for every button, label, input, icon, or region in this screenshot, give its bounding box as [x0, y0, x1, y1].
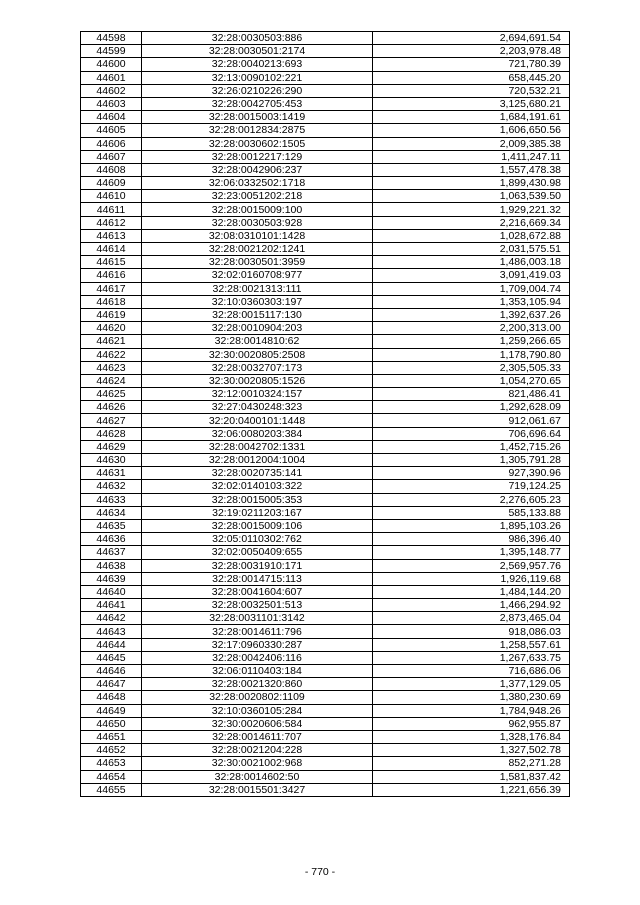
row-number-cell: 44653	[81, 757, 142, 770]
table-row	[81, 625, 570, 638]
table-row	[81, 256, 570, 269]
value-cell: 1,063,539.50	[373, 190, 570, 203]
row-number-cell: 44650	[81, 717, 142, 730]
row-number-cell: 44616	[81, 269, 142, 282]
row-number-cell: 44634	[81, 506, 142, 519]
cadastral-number-cell: 32:28:0014611:796	[142, 625, 373, 638]
row-number-cell: 44641	[81, 599, 142, 612]
table-row	[81, 704, 570, 717]
value-cell: 1,380,230.69	[373, 691, 570, 704]
table-row	[81, 32, 570, 45]
value-cell: 1,392,637.26	[373, 308, 570, 321]
value-cell: 1,305,791.28	[373, 454, 570, 467]
row-number-cell: 44632	[81, 480, 142, 493]
cadastral-number-cell: 32:28:0042702:1331	[142, 440, 373, 453]
row-number-cell: 44603	[81, 97, 142, 110]
row-number-cell: 44631	[81, 467, 142, 480]
page-number: - 770 -	[304, 866, 336, 878]
row-number-cell: 44615	[81, 256, 142, 269]
value-cell: 1,926,119.68	[373, 572, 570, 585]
value-cell: 716,686.06	[373, 665, 570, 678]
table-row	[81, 401, 570, 414]
row-number-cell: 44646	[81, 665, 142, 678]
row-number-cell: 44618	[81, 295, 142, 308]
value-cell: 2,009,385.38	[373, 137, 570, 150]
value-cell: 2,216,669.34	[373, 216, 570, 229]
row-number-cell: 44648	[81, 691, 142, 704]
cadastral-number-cell: 32:28:0021202:1241	[142, 243, 373, 256]
cadastral-number-cell: 32:02:0050409:655	[142, 546, 373, 559]
table-row	[81, 111, 570, 124]
table-row	[81, 45, 570, 58]
cadastral-number-cell: 32:26:0210226:290	[142, 84, 373, 97]
value-cell: 1,267,633.75	[373, 651, 570, 664]
cadastral-value-table	[80, 31, 570, 797]
cadastral-number-cell: 32:28:0012834:2875	[142, 124, 373, 137]
value-cell: 1,899,430.98	[373, 177, 570, 190]
cadastral-number-cell: 32:28:0032707:173	[142, 361, 373, 374]
cadastral-number-cell: 32:28:0012217:129	[142, 150, 373, 163]
table-row	[81, 177, 570, 190]
row-number-cell: 44649	[81, 704, 142, 717]
cadastral-number-cell: 32:28:0021204:228	[142, 744, 373, 757]
cadastral-number-cell: 32:28:0041604:607	[142, 585, 373, 598]
value-cell: 1,395,148.77	[373, 546, 570, 559]
value-cell: 658,445.20	[373, 71, 570, 84]
cadastral-number-cell: 32:30:0020805:2508	[142, 348, 373, 361]
row-number-cell: 44614	[81, 243, 142, 256]
cadastral-number-cell: 32:28:0014715:113	[142, 572, 373, 585]
table-row	[81, 150, 570, 163]
cadastral-number-cell: 32:28:0020802:1109	[142, 691, 373, 704]
value-cell: 1,581,837.42	[373, 770, 570, 783]
table-row	[81, 454, 570, 467]
cadastral-number-cell: 32:28:0031910:171	[142, 559, 373, 572]
cadastral-number-cell: 32:27:0430248:323	[142, 401, 373, 414]
table-row	[81, 757, 570, 770]
value-cell: 1,411,247.11	[373, 150, 570, 163]
value-cell: 1,784,948.26	[373, 704, 570, 717]
row-number-cell: 44625	[81, 388, 142, 401]
value-cell: 1,709,004.74	[373, 282, 570, 295]
value-cell: 2,569,957.76	[373, 559, 570, 572]
cadastral-number-cell: 32:12:0010324:157	[142, 388, 373, 401]
table-row	[81, 572, 570, 585]
cadastral-number-cell: 32:06:0332502:1718	[142, 177, 373, 190]
table-row	[81, 190, 570, 203]
row-number-cell: 44654	[81, 770, 142, 783]
cadastral-number-cell: 32:10:0360105:284	[142, 704, 373, 717]
value-cell: 3,091,419.03	[373, 269, 570, 282]
cadastral-number-cell: 32:05:0110302:762	[142, 533, 373, 546]
value-cell: 719,124.25	[373, 480, 570, 493]
table-row	[81, 585, 570, 598]
row-number-cell: 44638	[81, 559, 142, 572]
table-row	[81, 599, 570, 612]
value-cell: 720,532.21	[373, 84, 570, 97]
table-row	[81, 546, 570, 559]
value-cell: 1,557,478.38	[373, 163, 570, 176]
table-row	[81, 137, 570, 150]
cadastral-number-cell: 32:28:0010904:203	[142, 322, 373, 335]
value-cell: 821,486.41	[373, 388, 570, 401]
value-cell: 1,486,003.18	[373, 256, 570, 269]
table-row	[81, 84, 570, 97]
table-row	[81, 533, 570, 546]
table-row	[81, 559, 570, 572]
table-row	[81, 480, 570, 493]
table-row	[81, 427, 570, 440]
row-number-cell: 44607	[81, 150, 142, 163]
cadastral-number-cell: 32:10:0360303:197	[142, 295, 373, 308]
value-cell: 2,305,505.33	[373, 361, 570, 374]
cadastral-number-cell: 32:28:0030503:928	[142, 216, 373, 229]
table-row	[81, 493, 570, 506]
cadastral-number-cell: 32:28:0015005:353	[142, 493, 373, 506]
row-number-cell: 44605	[81, 124, 142, 137]
row-number-cell: 44635	[81, 519, 142, 532]
table-row	[81, 243, 570, 256]
value-cell: 585,133.88	[373, 506, 570, 519]
row-number-cell: 44642	[81, 612, 142, 625]
value-cell: 1,178,790.80	[373, 348, 570, 361]
value-cell: 1,028,672.88	[373, 229, 570, 242]
value-cell: 2,200,313.00	[373, 322, 570, 335]
table-row	[81, 651, 570, 664]
table-row	[81, 414, 570, 427]
cadastral-number-cell: 32:28:0021313:111	[142, 282, 373, 295]
value-cell: 1,452,715.26	[373, 440, 570, 453]
row-number-cell: 44639	[81, 572, 142, 585]
row-number-cell: 44629	[81, 440, 142, 453]
cadastral-number-cell: 32:28:0015501:3427	[142, 783, 373, 796]
table-row	[81, 163, 570, 176]
value-cell: 962,955.87	[373, 717, 570, 730]
row-number-cell: 44643	[81, 625, 142, 638]
table-row	[81, 335, 570, 348]
cadastral-number-cell: 32:28:0014611:707	[142, 730, 373, 743]
row-number-cell: 44609	[81, 177, 142, 190]
table-row	[81, 506, 570, 519]
value-cell: 1,353,105.94	[373, 295, 570, 308]
row-number-cell: 44652	[81, 744, 142, 757]
table-row	[81, 269, 570, 282]
table-row	[81, 467, 570, 480]
table-row	[81, 295, 570, 308]
table-row	[81, 678, 570, 691]
row-number-cell: 44598	[81, 32, 142, 45]
row-number-cell: 44599	[81, 45, 142, 58]
value-cell: 927,390.96	[373, 467, 570, 480]
table-row	[81, 124, 570, 137]
table-row	[81, 229, 570, 242]
table-row	[81, 361, 570, 374]
cadastral-number-cell: 32:30:0020606:584	[142, 717, 373, 730]
value-cell: 1,895,103.26	[373, 519, 570, 532]
row-number-cell: 44628	[81, 427, 142, 440]
cadastral-number-cell: 32:28:0030602:1505	[142, 137, 373, 150]
value-cell: 1,684,191.61	[373, 111, 570, 124]
cadastral-number-cell: 32:02:0140103:322	[142, 480, 373, 493]
cadastral-number-cell: 32:02:0160708:977	[142, 269, 373, 282]
row-number-cell: 44619	[81, 308, 142, 321]
row-number-cell: 44623	[81, 361, 142, 374]
cadastral-number-cell: 32:28:0042705:453	[142, 97, 373, 110]
row-number-cell: 44647	[81, 678, 142, 691]
cadastral-number-cell: 32:19:0211203:167	[142, 506, 373, 519]
value-cell: 1,327,502.78	[373, 744, 570, 757]
row-number-cell: 44601	[81, 71, 142, 84]
row-number-cell: 44621	[81, 335, 142, 348]
value-cell: 1,258,557.61	[373, 638, 570, 651]
cadastral-number-cell: 32:28:0040213:693	[142, 58, 373, 71]
cadastral-number-cell: 32:17:0960330:287	[142, 638, 373, 651]
row-number-cell: 44645	[81, 651, 142, 664]
value-cell: 1,221,656.39	[373, 783, 570, 796]
cadastral-number-cell: 32:06:0110403:184	[142, 665, 373, 678]
table-row	[81, 216, 570, 229]
row-number-cell: 44617	[81, 282, 142, 295]
table-row	[81, 519, 570, 532]
cadastral-number-cell: 32:20:0400101:1448	[142, 414, 373, 427]
table-row	[81, 71, 570, 84]
cadastral-number-cell: 32:28:0042406:116	[142, 651, 373, 664]
table-row	[81, 282, 570, 295]
table-row	[81, 203, 570, 216]
value-cell: 1,929,221.32	[373, 203, 570, 216]
value-cell: 706,696.64	[373, 427, 570, 440]
value-cell: 2,203,978.48	[373, 45, 570, 58]
cadastral-number-cell: 32:28:0032501:513	[142, 599, 373, 612]
table-row	[81, 440, 570, 453]
value-cell: 1,054,270.65	[373, 374, 570, 387]
table-row	[81, 348, 570, 361]
value-cell: 2,694,691.54	[373, 32, 570, 45]
cadastral-number-cell: 32:28:0030501:3959	[142, 256, 373, 269]
cadastral-number-cell: 32:28:0021320:860	[142, 678, 373, 691]
cadastral-number-cell: 32:28:0015117:130	[142, 308, 373, 321]
value-cell: 2,873,465.04	[373, 612, 570, 625]
cadastral-number-cell: 32:28:0012004:1004	[142, 454, 373, 467]
row-number-cell: 44610	[81, 190, 142, 203]
value-cell: 1,606,650.56	[373, 124, 570, 137]
row-number-cell: 44608	[81, 163, 142, 176]
cadastral-number-cell: 32:28:0014810:62	[142, 335, 373, 348]
row-number-cell: 44636	[81, 533, 142, 546]
value-cell: 912,061.67	[373, 414, 570, 427]
row-number-cell: 44611	[81, 203, 142, 216]
table-row	[81, 665, 570, 678]
cadastral-number-cell: 32:28:0020735:141	[142, 467, 373, 480]
row-number-cell: 44644	[81, 638, 142, 651]
table-row	[81, 783, 570, 796]
cadastral-number-cell: 32:28:0031101:3142	[142, 612, 373, 625]
table-row	[81, 97, 570, 110]
row-number-cell: 44602	[81, 84, 142, 97]
cadastral-number-cell: 32:28:0030503:886	[142, 32, 373, 45]
value-cell: 986,396.40	[373, 533, 570, 546]
row-number-cell: 44600	[81, 58, 142, 71]
table-row	[81, 374, 570, 387]
table-row	[81, 388, 570, 401]
cadastral-number-cell: 32:28:0015009:100	[142, 203, 373, 216]
cadastral-number-cell: 32:13:0090102:221	[142, 71, 373, 84]
value-cell: 2,276,605.23	[373, 493, 570, 506]
row-number-cell: 44624	[81, 374, 142, 387]
value-cell: 2,031,575.51	[373, 243, 570, 256]
row-number-cell: 44655	[81, 783, 142, 796]
value-cell: 1,377,129.05	[373, 678, 570, 691]
value-cell: 1,292,628.09	[373, 401, 570, 414]
table-row	[81, 638, 570, 651]
row-number-cell: 44640	[81, 585, 142, 598]
row-number-cell: 44651	[81, 730, 142, 743]
table-row	[81, 612, 570, 625]
table-body	[81, 32, 570, 797]
cadastral-number-cell: 32:28:0014602:50	[142, 770, 373, 783]
cadastral-number-cell: 32:06:0080203:384	[142, 427, 373, 440]
table-row	[81, 58, 570, 71]
table-row	[81, 730, 570, 743]
cadastral-number-cell: 32:30:0020805:1526	[142, 374, 373, 387]
row-number-cell: 44627	[81, 414, 142, 427]
row-number-cell: 44620	[81, 322, 142, 335]
value-cell: 3,125,680.21	[373, 97, 570, 110]
cadastral-number-cell: 32:28:0030501:2174	[142, 45, 373, 58]
table-row	[81, 717, 570, 730]
value-cell: 1,466,294.92	[373, 599, 570, 612]
cadastral-number-cell: 32:23:0051202:218	[142, 190, 373, 203]
value-cell: 1,484,144.20	[373, 585, 570, 598]
row-number-cell: 44613	[81, 229, 142, 242]
cadastral-number-cell: 32:28:0015009:106	[142, 519, 373, 532]
table-row	[81, 691, 570, 704]
value-cell: 721,780.39	[373, 58, 570, 71]
value-cell: 1,328,176.84	[373, 730, 570, 743]
cadastral-number-cell: 32:30:0021002:968	[142, 757, 373, 770]
table-row	[81, 744, 570, 757]
row-number-cell: 44630	[81, 454, 142, 467]
row-number-cell: 44612	[81, 216, 142, 229]
cadastral-number-cell: 32:28:0042906:237	[142, 163, 373, 176]
table-row	[81, 308, 570, 321]
row-number-cell: 44633	[81, 493, 142, 506]
value-cell: 918,086.03	[373, 625, 570, 638]
cadastral-number-cell: 32:08:0310101:1428	[142, 229, 373, 242]
row-number-cell: 44637	[81, 546, 142, 559]
row-number-cell: 44604	[81, 111, 142, 124]
row-number-cell: 44622	[81, 348, 142, 361]
row-number-cell: 44626	[81, 401, 142, 414]
value-cell: 852,271.28	[373, 757, 570, 770]
table-row	[81, 770, 570, 783]
row-number-cell: 44606	[81, 137, 142, 150]
cadastral-number-cell: 32:28:0015003:1419	[142, 111, 373, 124]
table-row	[81, 322, 570, 335]
value-cell: 1,259,266.65	[373, 335, 570, 348]
